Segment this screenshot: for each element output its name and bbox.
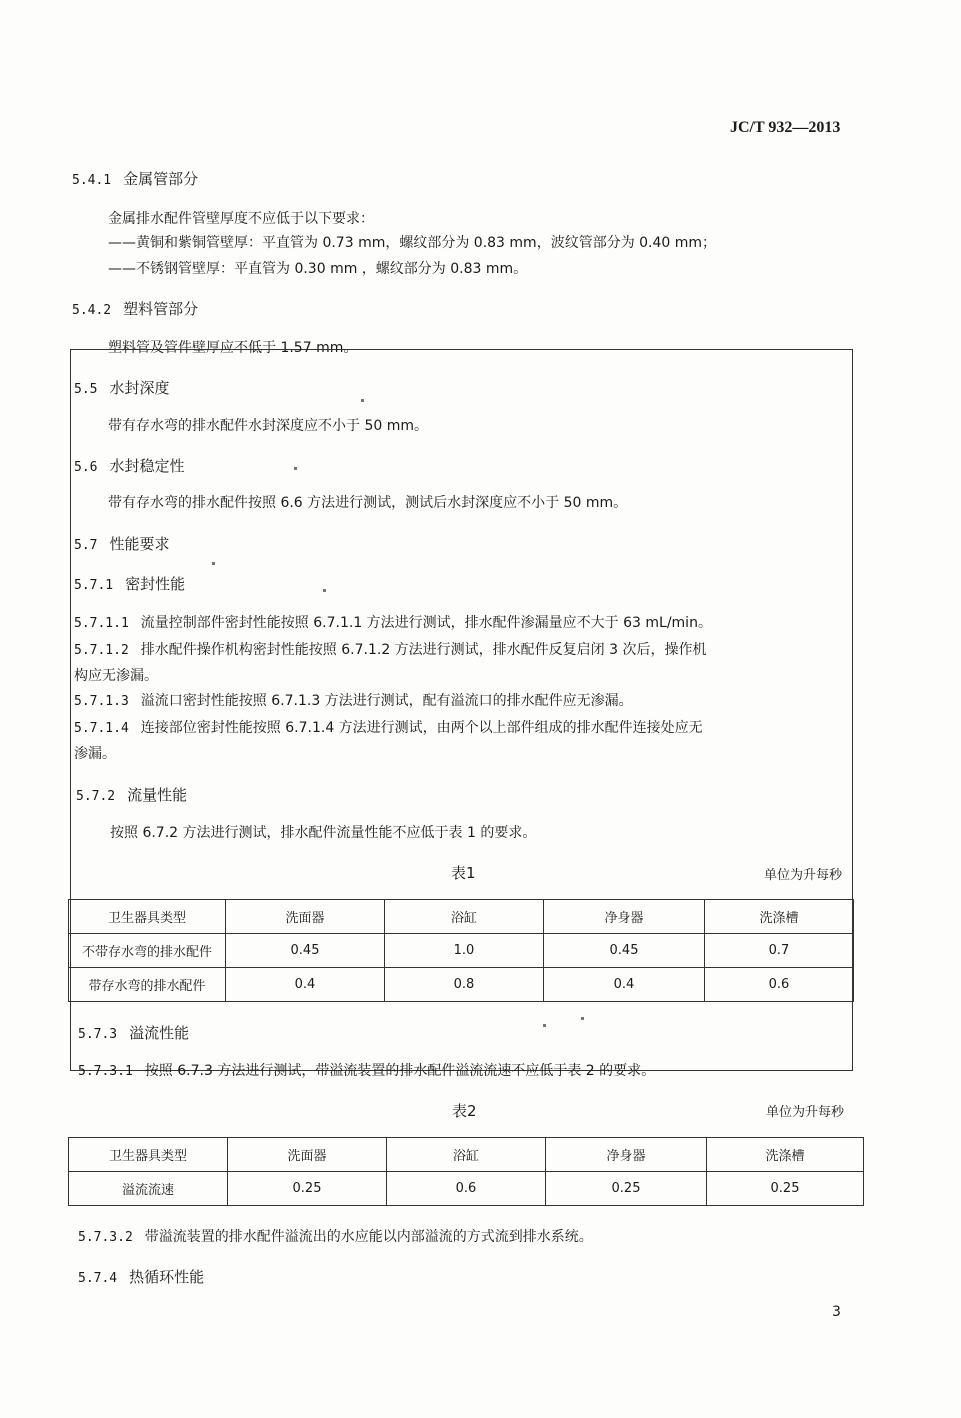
- table-cell: 0.4: [226, 968, 385, 1002]
- heading-5-7-3: [78, 1022, 189, 1043]
- scan-speck: [294, 467, 297, 470]
- table-1: [68, 899, 854, 1002]
- table-header-cell: 卫生器具类型: [69, 900, 226, 934]
- clause-text: 按照 6.7.3 方法进行测试，带溢流装置的排水配件溢流流速不应低于表 2 的要求。: [144, 1063, 656, 1079]
- table-header-cell: 净身器: [544, 900, 705, 934]
- paragraph: 金属排水配件管壁厚度不应低于以下要求：: [108, 211, 374, 227]
- table-cell: 不带存水弯的排水配件: [69, 934, 226, 968]
- clause-5-7-1-1: [74, 612, 712, 632]
- section-title: 热循环性能: [129, 1268, 205, 1286]
- table-cell: 0.25: [707, 1172, 864, 1206]
- clause-text: 带溢流装置的排水配件溢流出的水应能以内部溢流的方式流到排水系统。: [144, 1229, 593, 1245]
- scan-speck: [212, 562, 215, 565]
- table-2: [68, 1137, 864, 1206]
- heading-5-7-4: [78, 1266, 204, 1287]
- table-cell: 带存水弯的排水配件: [69, 968, 226, 1002]
- section-title: 密封性能: [125, 575, 186, 593]
- table-2-caption: 表2: [452, 1102, 477, 1120]
- scan-speck: [581, 1017, 584, 1020]
- table-cell: 0.25: [228, 1172, 387, 1206]
- section-number: 5.7.2: [76, 789, 116, 804]
- scan-speck: [543, 1024, 546, 1027]
- section-title: 水封深度: [109, 379, 170, 397]
- table-cell: 0.45: [226, 934, 385, 968]
- list-item: ——不锈钢管壁厚：平直管为 0.30 mm ，螺纹部分为 0.83 mm。: [108, 261, 528, 277]
- paragraph: 塑料管及管件壁厚应不低于 1.57 mm。: [108, 340, 358, 356]
- paragraph: 带有存水弯的排水配件按照 6.6 方法进行测试，测试后水封深度应不小于 50 mm。: [108, 495, 628, 511]
- section-title: 性能要求: [109, 535, 170, 553]
- clause-5-7-1-2: [74, 639, 706, 659]
- section-number: 5.5: [74, 382, 98, 397]
- section-title: 溢流性能: [129, 1024, 190, 1042]
- table-header-cell: 洗涤槽: [705, 900, 854, 934]
- section-number: 5.6: [74, 460, 98, 475]
- heading-5-7: [74, 533, 170, 554]
- table-header-cell: 浴缸: [387, 1138, 546, 1172]
- document-code: JC/T 932—2013: [730, 119, 841, 136]
- table-cell: 0.7: [705, 934, 854, 968]
- table-header-row: [69, 1138, 864, 1172]
- clause-5-7-3-2: [78, 1226, 593, 1246]
- clause-text: 流量控制部件密封性能按照 6.7.1.1 方法进行测试，排水配件渗漏量应不大于 63 mL/min。: [140, 615, 712, 631]
- paragraph: 按照 6.7.2 方法进行测试，排水配件流量性能不应低于表 1 的要求。: [110, 825, 537, 841]
- table-2-unit: 单位为升每秒: [766, 1105, 845, 1120]
- table-header-cell: 卫生器具类型: [69, 1138, 228, 1172]
- section-number: 5.4.2: [72, 303, 112, 318]
- heading-5-5: [74, 377, 170, 398]
- table-row: [69, 1172, 864, 1206]
- clause-text: 溢流口密封性能按照 6.7.1.3 方法进行测试，配有溢流口的排水配件应无渗漏。: [140, 693, 633, 709]
- clause-text: 排水配件操作机构密封性能按照 6.7.1.2 方法进行测试，排水配件反复启闭 3 次后，操作机: [140, 642, 707, 658]
- table-header-cell: 净身器: [546, 1138, 707, 1172]
- table-header-cell: 浴缸: [385, 900, 544, 934]
- clause-number: 5.7.1.3: [74, 694, 129, 709]
- section-number: 5.4.1: [72, 173, 112, 188]
- table-cell: 0.8: [385, 968, 544, 1002]
- table-cell: 1.0: [385, 934, 544, 968]
- scan-speck: [323, 589, 326, 592]
- table-cell: 0.45: [544, 934, 705, 968]
- table-header-cell: 洗涤槽: [707, 1138, 864, 1172]
- table-cell: 0.6: [387, 1172, 546, 1206]
- heading-5-7-1: [74, 573, 185, 594]
- heading-5-4-1: [72, 168, 198, 189]
- clause-number: 5.7.1.1: [74, 616, 129, 631]
- section-title: 金属管部分: [123, 170, 199, 188]
- clause-5-7-1-4: [74, 717, 703, 737]
- table-row: [69, 968, 854, 1002]
- clause-text: 连接部位密封性能按照 6.7.1.4 方法进行测试，由两个以上部件组成的排水配件连接处应无: [140, 720, 703, 736]
- section-number: 5.7.3: [78, 1027, 118, 1042]
- section-title: 流量性能: [127, 786, 188, 804]
- clause-number: 5.7.1.4: [74, 721, 129, 736]
- section-number: 5.7: [74, 538, 98, 553]
- section-number: 5.7.1: [74, 578, 114, 593]
- clause-number: 5.7.3.2: [78, 1230, 133, 1245]
- page-number: 3: [832, 1304, 841, 1320]
- clause-5-7-3-1: [78, 1060, 655, 1080]
- clause-5-7-1-3: [74, 690, 633, 710]
- scan-speck: [361, 399, 364, 402]
- heading-5-7-2: [76, 784, 187, 805]
- table-cell: 0.6: [705, 968, 854, 1002]
- heading-5-4-2: [72, 298, 198, 319]
- table-cell: 溢流流速: [69, 1172, 228, 1206]
- section-number: 5.7.4: [78, 1271, 118, 1286]
- table-header-cell: 洗面器: [228, 1138, 387, 1172]
- paragraph: 带有存水弯的排水配件水封深度应不小于 50 mm。: [108, 418, 428, 434]
- clause-number: 5.7.3.1: [78, 1064, 133, 1079]
- table-row: [69, 934, 854, 968]
- section-title: 水封稳定性: [109, 457, 185, 475]
- heading-5-6: [74, 455, 185, 476]
- table-cell: 0.4: [544, 968, 705, 1002]
- section-title: 塑料管部分: [123, 300, 199, 318]
- table-cell: 0.25: [546, 1172, 707, 1206]
- clause-number: 5.7.1.2: [74, 643, 129, 658]
- table-1-unit: 单位为升每秒: [764, 868, 843, 883]
- table-1-caption: 表1: [451, 864, 476, 882]
- table-header-cell: 洗面器: [226, 900, 385, 934]
- clause-continuation: 渗漏。: [74, 746, 116, 762]
- list-item: ——黄铜和紫铜管壁厚：平直管为 0.73 mm，螺纹部分为 0.83 mm，波纹管部分为 0.40 mm；: [108, 235, 717, 251]
- clause-continuation: 构应无渗漏。: [74, 668, 158, 684]
- table-header-row: [69, 900, 854, 934]
